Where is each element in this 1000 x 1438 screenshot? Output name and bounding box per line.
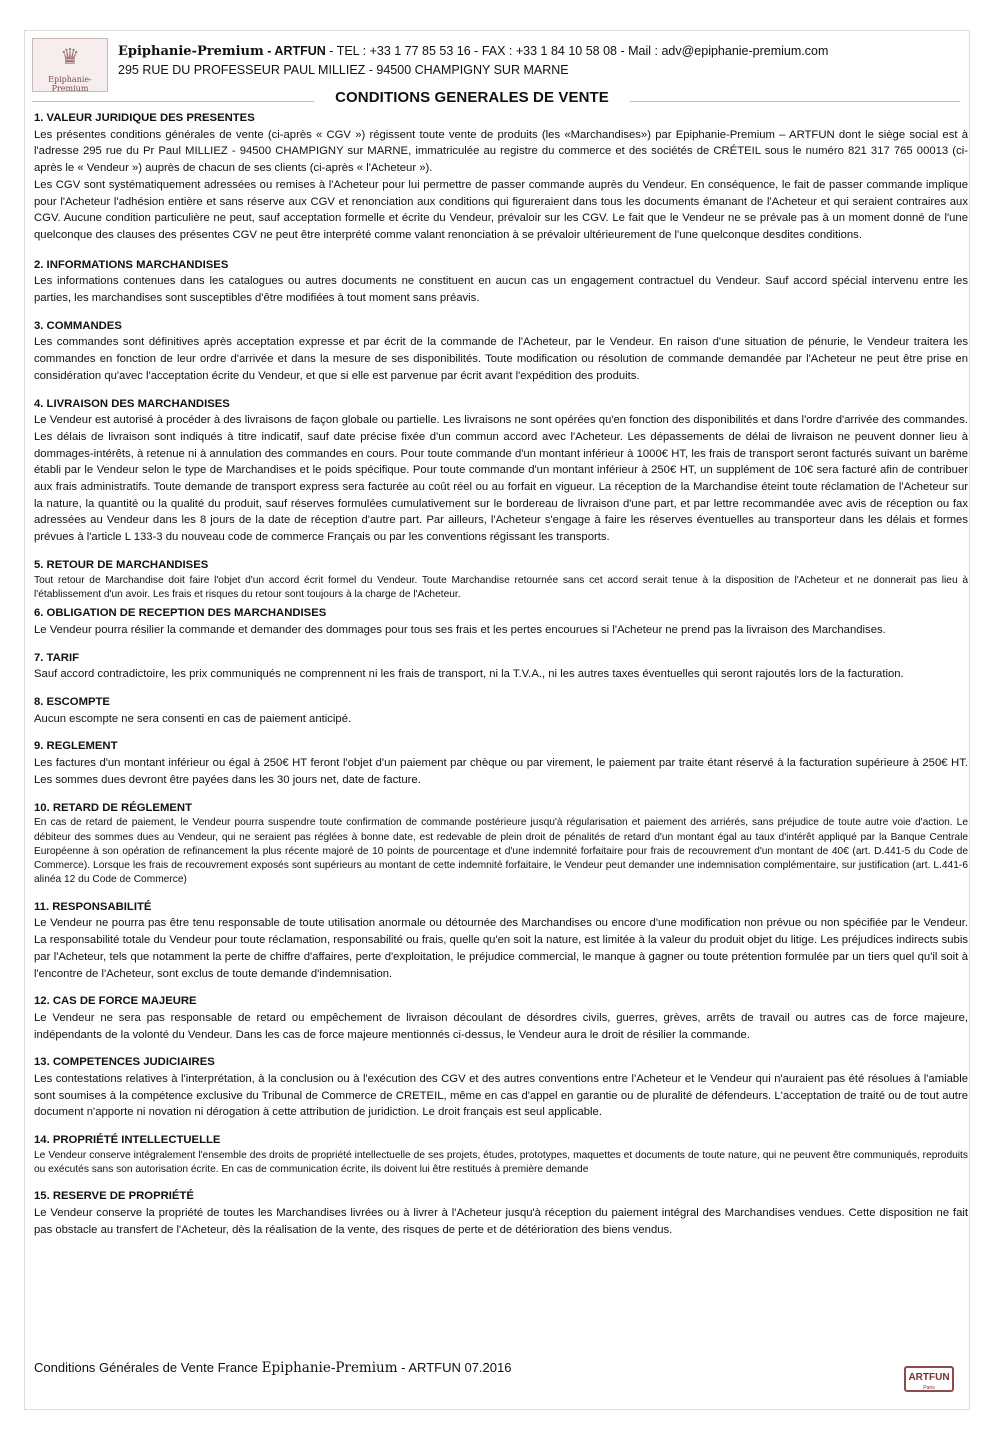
section-paragraph: En cas de retard de paiement, le Vendeur pourra suspendre toute confirmation de commande postérieure jusqu'à régularisation et paiement des arriérés, sans préjudice de toute autre voie d'action. Le débiteur des sommes dues au Vendeur, qui ne seraient pas réglées à bonne date, est redevable de plein droit de pénalités de retard d'un montant égal au taux d'intérêt appliqué par la Banque Centrale Européenne à son opération de refinancement la plus récente majoré de 10 points de pourcentage et d'une indemnité forfaitaire pour frais de recouvrement d'un montant de 40€ (art. D.441-5 du Code de Commerce). Lorsque les frais de recouvrement exposés sont supérieurs au montant de cette indemnité forfaitaire, le Vendeur peut demander une indemnisation complémentaire, sur justification (art. L.441-6 alinéa 12 du Code de Commerce) [34,817,968,886]
section-heading: 14. PROPRIÉTÉ INTELLECTUELLE [34,1134,221,1147]
section-4 [34,396,968,546]
title-rule-left [32,101,314,102]
brand-separator: - [263,44,275,58]
conditions-body [34,110,968,1239]
document-title: CONDITIONS GENERALES DE VENTE [335,89,609,106]
section-heading: 3. COMMANDES [34,319,122,332]
artfun-name: ARTFUN [274,44,326,58]
crown-icon: ♛ [60,45,80,70]
section-paragraph: Le Vendeur conserve la propriété de toutes les Marchandises livrées ou à livrer à l'Acheteur jusqu'à réception du paiement intégral des Marchandises vendues. Cette disposition ne fait pas obstacle au transfert de l'Acheteur, dès la réalisation de la vente, des risques de perte et de détérioration des biens vendus. [34,1207,968,1236]
section-7 [34,650,968,683]
section-heading: 11. RESPONSABILITÉ [34,900,152,913]
artfun-logo [904,1366,954,1392]
section-paragraph: Les commandes sont définitives après acceptation expresse et par écrit de la commande de l'Acheteur, par le Vendeur. En raison d'une situation de pénurie, le Vendeur traitera les commandes en fonction de leur ordre d'arrivée et dans la mesure de ses disponibilités. Toute modification ou résolution de commande demandée par l'Acheteur ne peut être prise en considération qu'avec l'acceptation écrite du Vendeur, et que si elle est parvenue par écrit avant l'expédition des produits. [34,336,968,382]
section-heading: 13. COMPETENCES JUDICIAIRES [34,1056,215,1069]
section-10 [34,800,968,888]
section-2 [34,257,968,307]
section-heading: 8. ESCOMPTE [34,695,110,708]
section-5 [34,557,968,602]
section-paragraph: Tout retour de Marchandise doit faire l'objet d'un accord écrit formel du Vendeur. Toute Marchandise retournée sans cet accord serait tenue à la disposition de l'Acheteur et ne donnerait pas lieu à l'établissement d'un avoir. Les frais et risques du retour sont toujours à la charge de l'Acheteur. [34,574,968,600]
section-6 [34,605,968,638]
contact-line [118,44,828,59]
phone-fax: - TEL : +33 1 77 85 53 16 - FAX : +33 1 84 10 58 08 - Mail : [325,44,662,58]
footer-prefix: Conditions Générales de Vente France [34,1360,262,1375]
footer-text [34,1360,511,1376]
company-address: 295 RUE DU PROFESSEUR PAUL MILLIEZ - 94500 CHAMPIGNY SUR MARNE [118,63,569,77]
section-heading: 7. TARIF [34,651,79,664]
artfun-logo-text: ARTFUN [908,1372,950,1383]
section-paragraph: Le Vendeur conserve intégralement l'ensemble des droits de propriété intellectuelle de ses projets, études, prototypes, maquettes et documents de toute nature, qui ne peuvent être communiqués, reproduits ou exécutés sans son autorisation écrite. En cas de communication écrite, ils doivent lui être restitués à première demande [34,1149,968,1176]
email-link[interactable]: adv@epiphanie-premium.com [661,44,829,58]
section-12 [34,993,968,1043]
section-8 [34,694,968,727]
section-3 [34,318,968,385]
section-heading: 12. CAS DE FORCE MAJEURE [34,995,197,1008]
logo-text: Epiphanie-Premium [48,75,92,93]
section-heading: 1. VALEUR JURIDIQUE DES PRESENTES [34,112,255,124]
artfun-logo-sub: Paris [923,1385,935,1391]
footer-brand: Epiphanie-Premium [261,1360,398,1376]
company-logo [32,38,108,92]
section-heading: 5. RETOUR DE MARCHANDISES [34,558,209,571]
section-paragraph: Les présentes conditions générales de vente (ci-après « CGV ») régissent toute vente de produits (les «Marchandises») par Epiphanie-Premium – ARTFUN dont le siège social est à l'adresse 295 rue du Pr Paul MILLIEZ - 94500 CHAMPIGNY sur MARNE, immatriculée au registre du commerce et des sociétés de CRÉTEIL sous le numéro 821 317 765 00013 (ci-après le « Vendeur ») auprès de chacun de ses clients (ci-après « l'Acheteur »). [34,128,968,175]
section-paragraph: Le Vendeur pourra résilier la commande et demander des dommages pour tous ses frais et les pertes encourues si l'Acheteur ne prend pas la livraison des Marchandises. [34,623,886,636]
section-paragraph: Sauf accord contradictoire, les prix communiqués ne comprennent ni les frais de transport, ni la T.V.A., ni les autres taxes éventuelles qui seront rajoutés lors de la facturation. [34,668,904,681]
section-heading: 2. INFORMATIONS MARCHANDISES [34,258,229,271]
section-paragraph: Les contestations relatives à l'interprétation, à la conclusion ou à l'exécution des CGV et des autres conventions entre l'Acheteur et le Vendeur qui n'auraient pas été résolues à l'amiable sont soumises à la compétence exclusive du Tribunal de Commerce de CRETEIL, même en cas d'appel en garantie ou de pluralité de défendeurs. L'acceptation de traité ou de tout autre document n'apporte ni novation ni dérogation à cette attribution de juridiction. Le droit français est seul applicable. [34,1073,968,1119]
section-paragraph: Aucun escompte ne sera consenti en cas de paiement anticipé. [34,712,352,725]
section-15 [34,1188,968,1238]
section-11 [34,899,968,983]
section-heading: 4. LIVRAISON DES MARCHANDISES [34,397,230,410]
section-9 [34,738,968,788]
section-heading: 6. OBLIGATION DE RECEPTION DES MARCHANDISES [34,607,327,620]
title-rule-right [630,101,960,102]
brand-name: Epiphanie-Premium [118,44,264,59]
section-13 [34,1054,968,1121]
section-14 [34,1132,968,1177]
section-paragraph: Le Vendeur est autorisé à procéder à des livraisons de façon globale ou partielle. Les livraisons ne sont opérées qu'en fonction des disponibilités et dans l'ordre d'arrivée des commandes. Les délais de livraison sont indiqués à titre indicatif, sauf date précise fixée d'un commun accord avec l'Acheteur. Les dépassements de délai de livraison ne peuvent donner lieu à dommages-intérêts, à retenue ni à annulation des commandes en cours. Pour toute commande d'un montant inférieur à 1000€ HT, les frais de transport seront facturés suivant un barème établi par le Vendeur selon le type de Marchandises et le poids spécifique. Pour toute commande d'un montant inférieur à 250€ HT, un supplément de 10€ sera facturé afin de contribuer aux frais administratifs. Toute demande de transport express sera facturée au coût réel ou au forfait en vigueur. La réception de la Marchandise éteint toute réclamation de l'Acheteur sur la nature, la quantité ou la qualité du produit, sauf réserves formulées cumulativement sur le bordereau de livraison d'une part, et par lettre recommandée avec avis de réception ou fax adressées au Vendeur dans les 8 jours de la date de réception d'autre part. Par ailleurs, l'Acheteur s'engage à faire les réserves éventuelles au transporteur dans les délais et formes prévues à l'article L 133-3 du nouveau code de commerce Français ou par les conventions régissant les transports. [34,414,968,544]
section-heading: 10. RETARD DE RÉGLEMENT [34,801,192,814]
title-row [32,89,962,107]
section-heading: 15. RESERVE DE PROPRIÉTÉ [34,1190,194,1203]
section-paragraph: Le Vendeur ne pourra pas être tenu responsable de toute utilisation anormale ou détournée des Marchandises ou encore d'une modification non prévue ou non spécifiée par le Vendeur. La responsabilité totale du Vendeur pour toute réclamation, responsabilité ou frais, quelle qu'en soit la nature, est limitée à la valeur du produit objet du litige. Les préjudices indirects subis par l'Acheteur, tels que notamment la perte de chiffre d'affaires, perte d'exploitation, le préjudice commercial, le manque à gagner ou toute prétention formulée par un tiers quel qu'il soit à l'encontre de l'Acheteur, sont exclus de toute demande d'indemnisation. [34,917,968,980]
section-1 [34,110,968,244]
section-paragraph: Les CGV sont systématiquement adressées ou remises à l'Acheteur pour lui permettre de passer commande auprès du Vendeur. En conséquence, le fait de passer commande implique pour l'Acheteur l'adhésion entière et sans réserve aux CGV et renonciation aux conditions qui figureraient dans tous les documents émanant de l'Acheteur et qui seraient contraires aux CGV. Aucune condition particulière ne peut, sauf acceptation formelle et écrite du Vendeur, prévaloir sur les CGV. Le fait que le Vendeur ne se prévale pas à un moment donné de l'une quelconque des clauses des présentes CGV ne peut être interprété comme valant renonciation à se prévaloir ultérieurement de l'une quelconque desdites conditions. [34,178,968,241]
section-heading: 9. REGLEMENT [34,740,118,753]
letterhead [32,38,972,93]
section-paragraph: Les informations contenues dans les catalogues ou autres documents ne constituent en aucun cas un engagement contractuel du Vendeur. Sauf accord spécial intervenu entre les parties, les marchandises sont susceptibles d'être modifiées à tout moment sans préavis. [34,275,968,305]
section-paragraph: Le Vendeur ne sera pas responsable de retard ou empêchement de livraison découlant de désordres civils, guerres, grèves, arrêts de travail ou autres cas de force majeure, indépendants de la volonté du Vendeur. Dans les cas de force majeure mentionnés ci-dessus, le Vendeur aura le droit de résilier la commande. [34,1011,968,1041]
section-paragraph: Les factures d'un montant inférieur ou égal à 250€ HT feront l'objet d'un paiement par chèque ou par virement, le paiement par traite étant réservé à la facturation supérieure à 250€ HT. Les sommes dues devront être payées dans les 30 jours net, date de facture. [34,757,968,786]
footer-suffix: - ARTFUN 07.2016 [397,1360,512,1375]
